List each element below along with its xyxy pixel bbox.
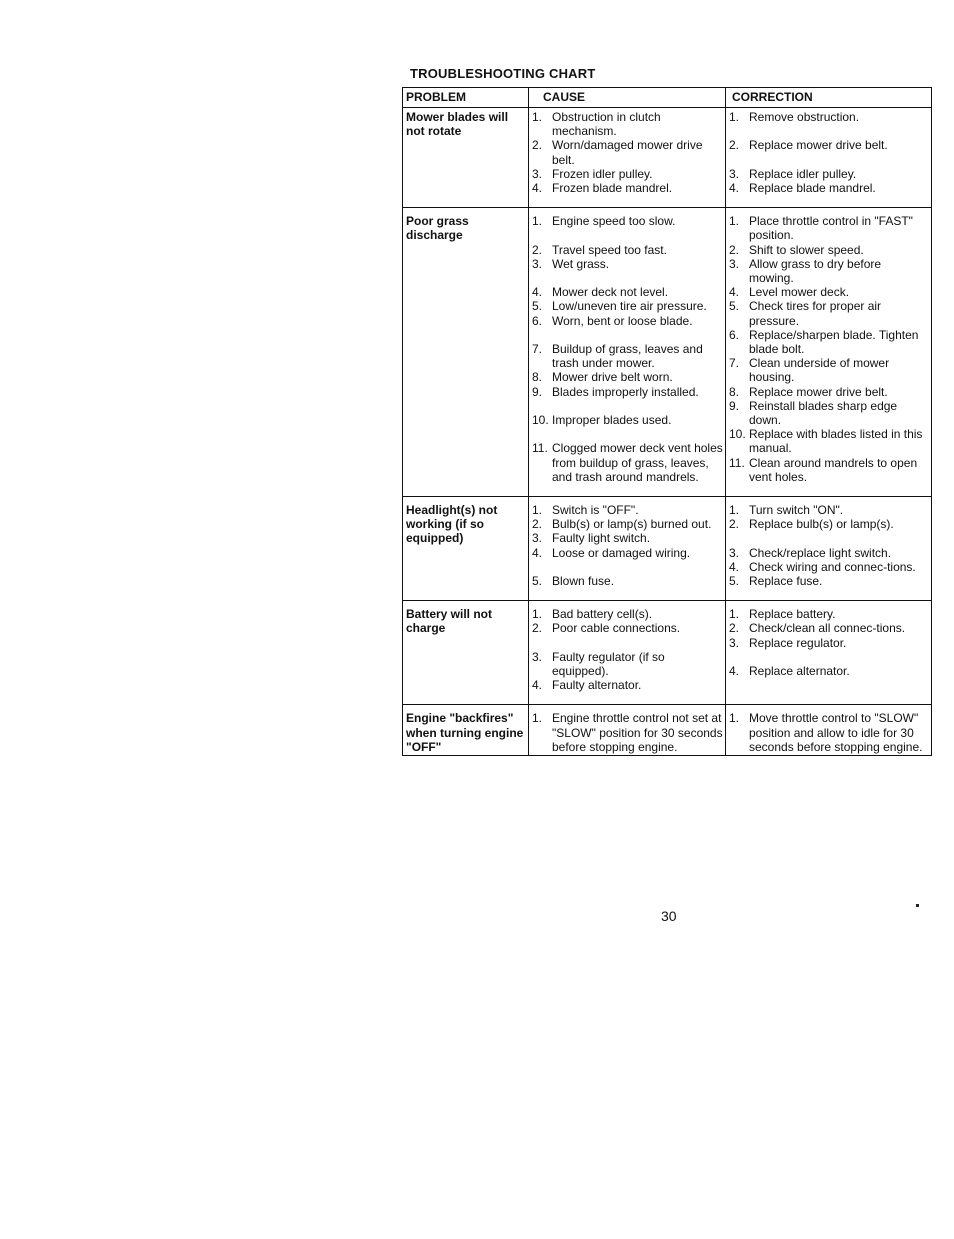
correction-item: 6. Replace/sharpen blade. Tighten blade bolt. [729, 327, 919, 357]
correction-item: 3. Replace idler pulley. [729, 166, 857, 181]
cause-cell [529, 208, 726, 497]
correction-list [729, 110, 929, 195]
cause-item: 9. Blades improperly installed. [532, 384, 699, 399]
cause-list [532, 214, 723, 484]
cause-item: 3. Wet grass. [532, 256, 610, 271]
correction-item: 4. Replace blade mandrel. [729, 180, 876, 195]
scan-speck [916, 904, 919, 907]
correction-cell [726, 705, 932, 756]
cause-item: 5. Blown fuse. [532, 574, 615, 589]
page-number: 30 [661, 908, 677, 924]
correction-item: 7. Clean underside of mower housing. [729, 356, 890, 385]
cause-item: 1. Engine throttle control not set at "SLOW" position for 30 seconds before stopping engine. [532, 711, 723, 754]
chart-title: TROUBLESHOOTING CHART [410, 66, 596, 81]
table-row [403, 497, 932, 601]
table-row [403, 601, 932, 705]
cause-item: 1. Switch is "OFF". [532, 503, 639, 518]
correction-item: 1. Place throttle control in "FAST" position. [729, 214, 913, 243]
correction-item: 9. Reinstall blades sharp edge down. [729, 398, 898, 428]
correction-item: 5. Check tires for proper air pressure. [729, 299, 882, 328]
header-cause: CAUSE [529, 88, 726, 108]
cause-item: 4. Faulty alternator. [532, 678, 642, 693]
problem-cell [403, 208, 529, 497]
problem-cell [403, 108, 529, 208]
cause-item: 2. Bulb(s) or lamp(s) burned out. [532, 517, 712, 532]
correction-cell [726, 108, 932, 208]
correction-item: 2. Check/clean all connec-tions. [729, 621, 906, 636]
correction-item: 4. Check wiring and connec-tions. [729, 559, 916, 574]
table-row [403, 705, 932, 756]
problem-label: Mower blades will not rotate [406, 110, 509, 139]
correction-item: 4. Level mower deck. [729, 285, 850, 300]
correction-item: 3. Allow grass to dry before mowing. [729, 256, 882, 286]
cause-item: 8. Mower drive belt worn. [532, 370, 673, 385]
cause-item: 4. Frozen blade mandrel. [532, 181, 673, 196]
correction-cell [726, 208, 932, 497]
problem-label: Poor grass discharge [406, 214, 469, 243]
correction-list [729, 214, 929, 484]
correction-item: 4. Replace alternator. [729, 664, 850, 679]
correction-item: 1. Move throttle control to "SLOW" position and allow to idle for 30 seconds before stopping engine. [729, 711, 923, 754]
header-correction: CORRECTION [726, 88, 932, 108]
cause-item: 2. Worn/damaged mower drive belt. [532, 138, 703, 167]
cause-list [532, 503, 723, 588]
table-row [403, 108, 932, 208]
correction-item: 2. Replace bulb(s) or lamp(s). [729, 517, 894, 532]
correction-list [729, 607, 929, 678]
cause-list [532, 110, 723, 195]
cause-item: 1. Obstruction in clutch mechanism. [532, 110, 661, 139]
correction-item: 8. Replace mower drive belt. [729, 384, 888, 399]
cause-item: 5. Low/uneven tire air pressure. [532, 299, 707, 314]
correction-item: 11. Clean around mandrels to open vent holes. [729, 455, 918, 484]
cause-item: 1. Bad battery cell(s). [532, 607, 653, 622]
correction-cell [726, 601, 932, 705]
cause-item: 6. Worn, bent or loose blade. [532, 313, 693, 328]
cause-list [532, 711, 723, 754]
table-row [403, 208, 932, 497]
problem-label: Battery will not charge [406, 607, 493, 636]
cause-item: 4. Loose or damaged wiring. [532, 545, 691, 560]
correction-item: 3. Check/replace light switch. [729, 545, 892, 560]
cause-cell [529, 108, 726, 208]
correction-item: 1. Remove obstruction. [729, 110, 860, 124]
correction-item: 1. Turn switch "ON". [729, 503, 844, 518]
correction-item: 2. Replace mower drive belt. [729, 138, 888, 153]
cause-cell [529, 601, 726, 705]
cause-item: 3. Faulty regulator (if so equipped). [532, 649, 665, 679]
cause-item: 4. Mower deck not level. [532, 285, 669, 300]
correction-cell [726, 497, 932, 601]
header-problem: PROBLEM [403, 88, 529, 108]
cause-item: 10. Improper blades used. [532, 413, 672, 427]
correction-item: 2. Shift to slower speed. [729, 242, 864, 257]
correction-item: 10. Replace with blades listed in this manual. [729, 427, 923, 456]
cause-list [532, 607, 723, 692]
problem-cell [403, 601, 529, 705]
correction-item: 5. Replace fuse. [729, 574, 823, 589]
correction-list [729, 503, 929, 588]
correction-list [729, 711, 929, 754]
header-row [403, 88, 932, 108]
troubleshooting-table [402, 87, 932, 756]
cause-item: 1. Engine speed too slow. [532, 214, 676, 229]
cause-item: 2. Travel speed too fast. [532, 242, 667, 257]
cause-cell [529, 705, 726, 756]
cause-item: 2. Poor cable connections. [532, 621, 681, 636]
problem-cell [403, 705, 529, 756]
correction-item: 3. Replace regulator. [729, 635, 847, 650]
cause-cell [529, 497, 726, 601]
problem-label: Engine "backfires" when turning engine "OFF" [406, 711, 524, 754]
problem-label: Headlight(s) not working (if so equipped) [406, 503, 498, 546]
cause-item: 11. Clogged mower deck vent holes from buildup of grass, leaves, and trash around mandrels. [532, 441, 723, 484]
problem-cell [403, 497, 529, 601]
cause-item: 3. Faulty light switch. [532, 531, 651, 546]
cause-item: 7. Buildup of grass, leaves and trash under mower. [532, 342, 703, 371]
cause-item: 3. Frozen idler pulley. [532, 166, 653, 181]
correction-item: 1. Replace battery. [729, 607, 836, 622]
